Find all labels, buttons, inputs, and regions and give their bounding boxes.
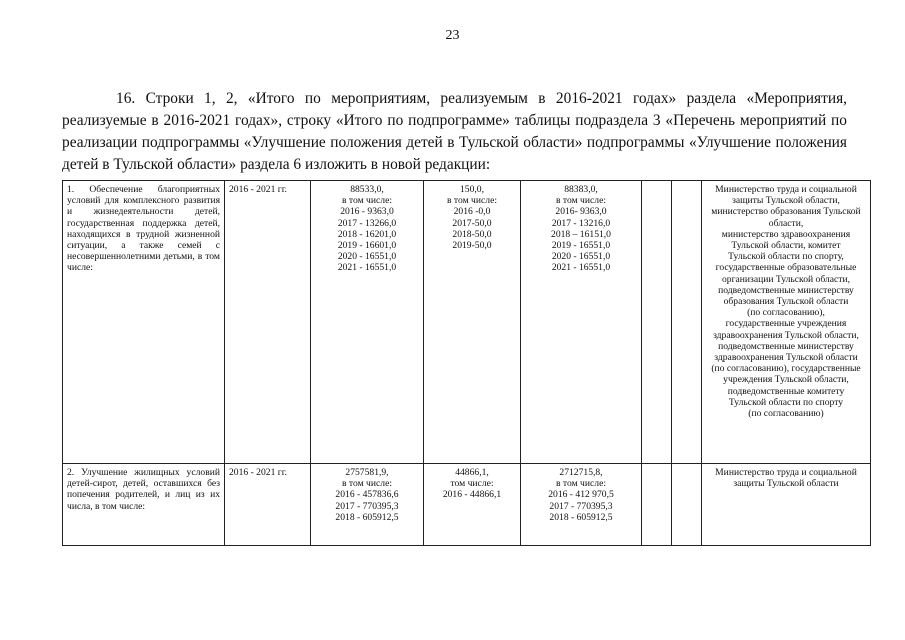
executor-line: области, — [768, 217, 804, 229]
funding-line: 2017 - 13216,0 — [551, 217, 611, 229]
funding-line: 2016 - 412 970,5 — [548, 489, 614, 501]
funding-line: 2712715,8, — [559, 467, 603, 478]
amendment-paragraph: 16. Строки 1, 2, «Итого по мероприятиям, реализуемым в 2016-2021 годах» раздела «Мероприятия, реализуемые в 2016-2021 годах», строку «Итого по подпрограмме» таблицы подраздела 3 «Перечень мероприятий по реализации подпрограммы «Улучшение положения детей в Тульской области» подпрограммы «Улучшение положения детей в Тульской области» раздела 6 изложить в новой редакции: — [62, 90, 847, 173]
funding-line: 2016 - 44866,1 — [442, 489, 502, 501]
empty-cell — [642, 181, 672, 464]
executor-line: защиты Тульской области, — [732, 195, 840, 207]
funding-line: 44866,1, — [455, 467, 489, 478]
funding-line: 2017 - 13266,0 — [337, 217, 397, 229]
funding-line: в том числе: — [341, 478, 392, 490]
measures-table — [62, 180, 871, 546]
executor-line: (по согласованию), — [747, 307, 825, 319]
empty-cell — [642, 464, 672, 546]
executor-line: Министерство труда и социальной — [715, 467, 857, 478]
executor-line: учреждения Тульской области, — [723, 374, 849, 386]
executor-line: государственные учреждения — [725, 318, 847, 330]
executor-line: здравоохранения Тульской области — [714, 352, 858, 364]
funding-line: в том числе: — [555, 195, 606, 207]
executor-line: Тульской области, комитет — [731, 240, 841, 252]
funding-line: 150,0, — [460, 184, 484, 195]
period-cell: 2016 - 2021 гг. — [225, 181, 311, 464]
executor-line: подведомственные комитету — [727, 385, 845, 397]
executor-line: здравоохранения Тульской области, — [713, 329, 859, 341]
funding-line: 88533,0, — [350, 184, 384, 195]
executor-line: (по согласованию) — [748, 408, 824, 420]
period-cell: 2016 - 2021 гг. — [225, 464, 311, 546]
executor-line: государственные образовательные — [715, 262, 857, 274]
executor-line: Тульской области по спорту, — [728, 251, 844, 263]
regional-funding-cell — [521, 181, 642, 464]
federal-funding-cell — [424, 464, 521, 546]
funding-line: 2019 - 16601,0 — [337, 240, 397, 252]
funding-line: том числе: — [450, 478, 494, 490]
measure-name-cell: 2. Улучшение жилищных условий детей-сирот, детей, оставшихся без попечения родителей, и лиц из их числа, в том числе: — [63, 464, 225, 546]
funding-line: 2018-50,0 — [452, 228, 492, 240]
funding-line: 2018 - 605912,5 — [335, 511, 399, 523]
executor-line: организации Тульской области, — [721, 273, 851, 285]
funding-line: 2016- 9363,0 — [555, 206, 607, 218]
funding-line: 2757581,9, — [345, 467, 389, 478]
executor-line: образования Тульской области — [723, 296, 849, 308]
funding-line: 2016 - 457836,6 — [335, 489, 399, 501]
funding-line: в том числе: — [341, 195, 392, 207]
executor-line: подведомственные министерству — [718, 284, 854, 296]
table-row — [63, 464, 871, 546]
funding-line: 2019-50,0 — [452, 240, 492, 252]
funding-line: 2020 - 16551,0 — [551, 251, 611, 263]
funding-line: 2016 -0,0 — [453, 206, 491, 218]
total-funding-cell — [311, 181, 424, 464]
executor-line: министерство образования Тульской — [711, 206, 861, 218]
executor-line: подведомственные министерству — [718, 340, 854, 352]
funding-line: 88383,0, — [564, 184, 598, 195]
page-number: 23 — [445, 28, 460, 43]
executor-line: защиты Тульской области — [733, 478, 839, 490]
executor-line: Тульской области по спорту — [728, 396, 844, 408]
funding-line: 2019 - 16551,0 — [551, 240, 611, 252]
funding-line: 2018 - 605912,5 — [549, 511, 613, 523]
funding-line: 2020 - 16551,0 — [337, 251, 397, 263]
executor-line: министерство здравоохранения — [721, 228, 851, 240]
regional-funding-cell — [521, 464, 642, 546]
funding-line: 2017 - 770395,3 — [335, 500, 399, 512]
measure-name-cell: 1. Обеспечение благоприятных условий для комплексного развития и жизнедеятельности детей, государственная поддержка детей, находящихся в трудной жизненной ситуации, а также семей с несовершеннолетними детьми, в том числе: — [63, 181, 225, 464]
funding-line: 2016 - 9363,0 — [340, 206, 394, 218]
executor-line: (по согласованию), государственные — [711, 363, 861, 375]
federal-funding-cell — [424, 181, 521, 464]
executors-cell — [702, 464, 871, 546]
funding-line: 2017 - 770395,3 — [549, 500, 613, 512]
funding-line: 2021 - 16551,0 — [337, 262, 397, 274]
executor-line: Министерство труда и социальной — [715, 184, 857, 195]
executors-cell — [702, 181, 871, 464]
funding-line: 2017-50,0 — [452, 217, 492, 229]
funding-line: 2018 - 16201,0 — [337, 228, 397, 240]
funding-line: 2021 - 16551,0 — [551, 262, 611, 274]
table-row — [63, 181, 871, 464]
funding-line: в том числе: — [446, 195, 497, 207]
funding-line: в том числе: — [555, 478, 606, 490]
funding-line: 2018 – 16151,0 — [551, 228, 611, 240]
total-funding-cell — [311, 464, 424, 546]
empty-cell — [672, 464, 702, 546]
empty-cell — [672, 181, 702, 464]
